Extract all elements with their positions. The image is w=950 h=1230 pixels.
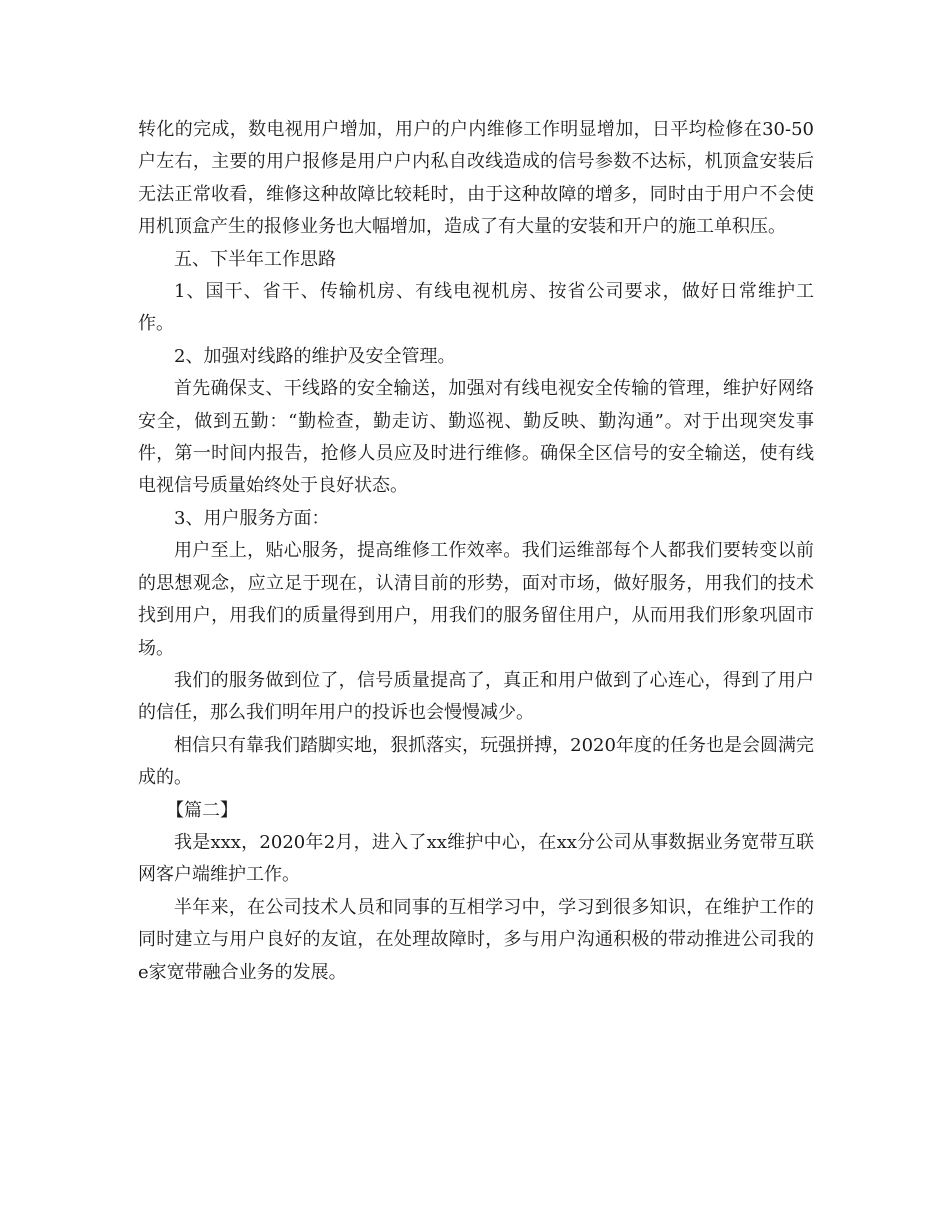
paragraph-service-quality: 我们的服务做到位了，信号质量提高了，真正和用户做到了心连心，得到了用户的信任，那么我们明年用户的投诉也会慢慢减少。 [138, 669, 814, 724]
paragraph-user-service: 用户至上，贴心服务，提高维修工作效率。我们运维部每个人都我们要转变以前的思想观念，应立足于现在，认清目前的形势，面对市场，做好服务，用我们的技术找到用户，用我们的质量得到用户，用我们的服务留住用户，从而用我们形象巩固市场。 [138, 540, 814, 659]
document-body [138, 114, 814, 989]
paragraph-item-1: 1、国干、省干、传输机房、有线电视机房、按省公司要求，做好日常维护工作。 [138, 281, 814, 335]
paragraph-confidence: 相信只有靠我们踏脚实地，狠抓落实，玩强拼搏，2020年度的任务也是会圆满完成的。 [138, 734, 814, 789]
section-heading-part-two: 【篇二】 [166, 799, 238, 821]
paragraph-half-year: 半年来，在公司技术人员和同事的互相学习中，学习到很多知识，在维护工作的同时建立与用户良好的友谊，在处理故障时，多与用户沟通积极的带动推进公司我的e家宽带融合业务的发展。 [138, 896, 814, 983]
paragraph-line-safety: 首先确保支、干线路的安全输送，加强对有线电视安全传输的管理，维护好网络安全，做到五勤：“勤检查，勤走访、勤巡视、勤反映、勤沟通”。对于出现突发事件，第一时间内报告，抢修人员应及时进行维修。确保全区信号的安全输送，使有线电视信号质量始终处于良好状态。 [138, 378, 814, 497]
paragraph-intro: 我是xxx，2020年2月，进入了xx维护中心，在xx分公司从事数据业务宽带互联网客户端维护工作。 [138, 831, 814, 886]
paragraph-item-2: 2、加强对线路的维护及安全管理。 [174, 345, 456, 367]
paragraph-continuation: 转化的完成，数电视用户增加，用户的户内维修工作明显增加，日平均检修在30-50户左右，主要的用户报修是用户户内私自改线造成的信号参数不达标，机顶盒安装后无法正常收看，维修这种故障比较耗时，由于这种故障的增多，同时由于用户不会使用机顶盒产生的报修业务也大幅增加，造成了有大量的安装和开户的施工单积压。 [138, 119, 814, 238]
paragraph-item-3: 3、用户服务方面： [174, 507, 330, 529]
section-heading-five: 五、下半年工作思路 [174, 248, 336, 270]
